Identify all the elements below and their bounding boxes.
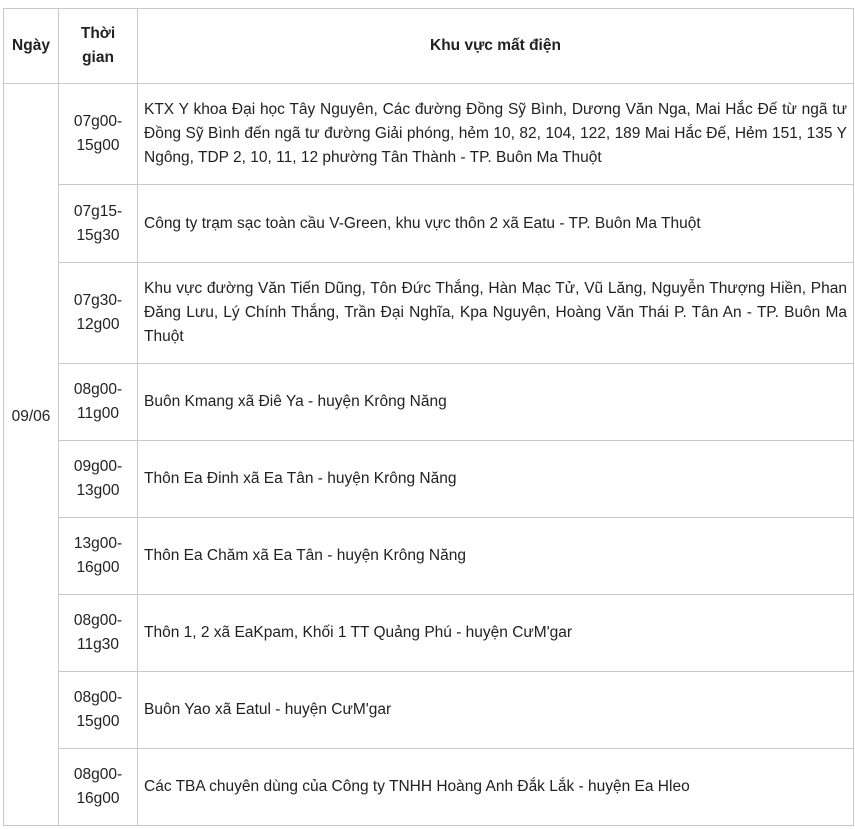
table-body bbox=[4, 84, 854, 826]
table-row bbox=[4, 672, 854, 749]
area-cell: Thôn Ea Đinh xã Ea Tân - huyện Krông Năng bbox=[138, 441, 854, 518]
table-row bbox=[4, 518, 854, 595]
area-cell: Buôn Yao xã Eatul - huyện CưM'gar bbox=[138, 672, 854, 749]
header-area: Khu vực mất điện bbox=[138, 9, 854, 84]
table-row bbox=[4, 364, 854, 441]
table-row bbox=[4, 263, 854, 364]
time-cell: 09g00-13g00 bbox=[59, 441, 138, 518]
table-row bbox=[4, 84, 854, 185]
time-cell: 07g15-15g30 bbox=[59, 185, 138, 263]
time-cell: 13g00-16g00 bbox=[59, 518, 138, 595]
table-row bbox=[4, 595, 854, 672]
area-cell: Khu vực đường Văn Tiến Dũng, Tôn Đức Thắng, Hàn Mạc Tử, Vũ Lăng, Nguyễn Thượng Hiền, Phan Đăng Lưu, Lý Chính Thắng, Trần Đại Nghĩa, Kpa Nguyên, Hoàng Văn Thái P. Tân An - TP. Buôn Ma Thuột bbox=[138, 263, 854, 364]
time-cell: 07g30-12g00 bbox=[59, 263, 138, 364]
time-cell: 07g00-15g00 bbox=[59, 84, 138, 185]
table-row bbox=[4, 185, 854, 263]
area-cell: Thôn 1, 2 xã EaKpam, Khối 1 TT Quảng Phú - huyện CưM'gar bbox=[138, 595, 854, 672]
area-cell: KTX Y khoa Đại học Tây Nguyên, Các đường Đồng Sỹ Bình, Dương Văn Nga, Mai Hắc Đế từ ngã tư Đồng Sỹ Bình đến ngã tư đường Giải phóng, hẻm 10, 82, 104, 122, 189 Mai Hắc Đế, Hẻm 151, 135 Y Ngông, TDP 2, 10, 11, 12 phường Tân Thành - TP. Buôn Ma Thuột bbox=[138, 84, 854, 185]
date-cell bbox=[4, 84, 59, 826]
header-row bbox=[4, 9, 854, 84]
header-time: Thời gian bbox=[59, 9, 138, 84]
table-row bbox=[4, 749, 854, 826]
time-cell: 08g00-11g30 bbox=[59, 595, 138, 672]
area-cell: Thôn Ea Chăm xã Ea Tân - huyện Krông Năng bbox=[138, 518, 854, 595]
area-cell: Các TBA chuyên dùng của Công ty TNHH Hoàng Anh Đắk Lắk - huyện Ea Hleo bbox=[138, 749, 854, 826]
header-date: Ngày bbox=[4, 9, 59, 84]
time-cell: 08g00-16g00 bbox=[59, 749, 138, 826]
area-cell: Công ty trạm sạc toàn cầu V-Green, khu vực thôn 2 xã Eatu - TP. Buôn Ma Thuột bbox=[138, 185, 854, 263]
power-outage-table bbox=[3, 8, 854, 826]
date-value: 09/06 bbox=[11, 407, 51, 425]
time-cell: 08g00-11g00 bbox=[59, 364, 138, 441]
area-cell: Buôn Kmang xã Điê Ya - huyện Krông Năng bbox=[138, 364, 854, 441]
table-header bbox=[4, 9, 854, 84]
table-row bbox=[4, 441, 854, 518]
time-cell: 08g00-15g00 bbox=[59, 672, 138, 749]
